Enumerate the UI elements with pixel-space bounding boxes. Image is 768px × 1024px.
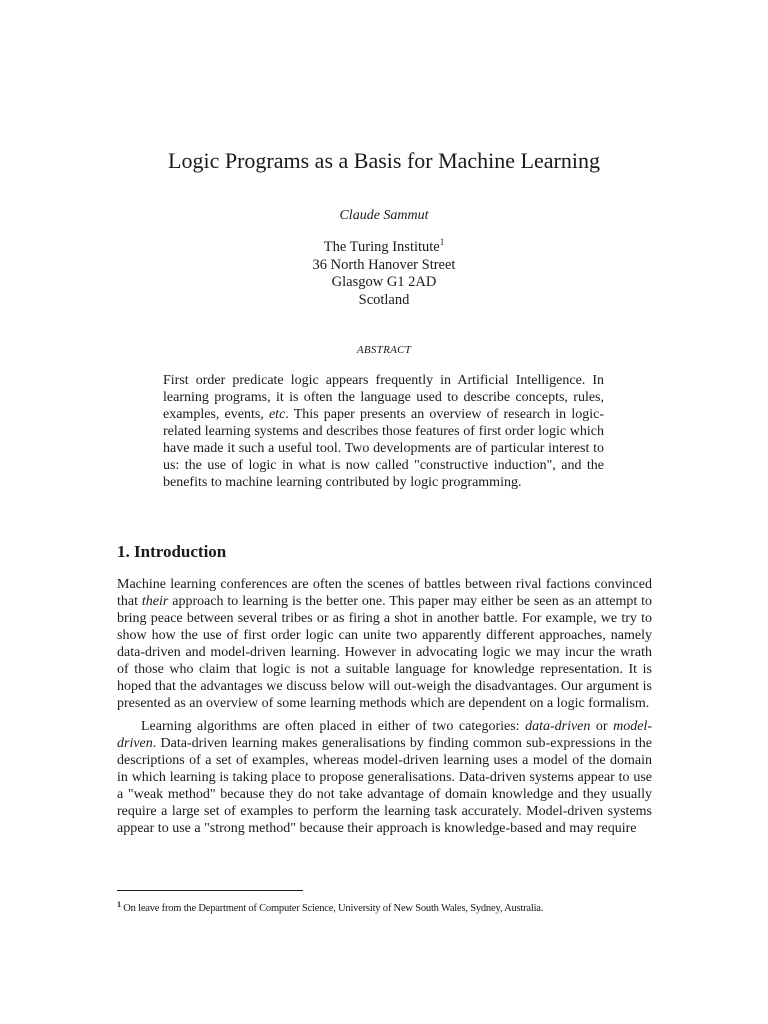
institute-name: The Turing Institute — [323, 239, 440, 255]
paragraph-1 — [117, 576, 652, 712]
footnote-divider — [117, 890, 303, 891]
p2-model-driven: model-driven — [117, 719, 653, 751]
p2-text-a: Learning algorithms are often placed in either of two categories: — [141, 719, 526, 734]
p2-text-b: or — [590, 719, 614, 734]
p2-text-c: . Data-driven learning makes generalisations by finding common sub-expressions in the descriptions of a set of examples, whereas model-driven learning uses a model of the domain in which learning is taking place to propose generalisations. Data-driven systems appear to use a "weak method" because they do not take advantage of domain knowledge and they usually require a large set of examples to perform the learning task accurately. Model-driven systems appear to use a "strong method" because their approach is knowledge-based and may require — [117, 736, 652, 836]
affiliation-institute — [0, 239, 768, 257]
p1-their: their — [141, 594, 169, 609]
footnote-text: On leave from the Department of Computer Science, University of New South Wales, Sydney, Australia. — [120, 903, 544, 914]
abstract-text — [163, 372, 604, 491]
affiliation-country: Scotland — [358, 291, 410, 308]
abstract-text-1: First order predicate logic appears frequently in Artificial Intelligence. In learning programs, it is often the language used to describe concepts, rules, examples, events, — [163, 373, 604, 422]
footnote-mark: 1 — [439, 237, 445, 247]
section-heading: 1. Introduction — [117, 542, 227, 561]
paper-title: Logic Programs as a Basis for Machine Learning — [168, 148, 600, 173]
paragraph-2 — [117, 718, 652, 837]
abstract-heading: ABSTRACT — [356, 344, 412, 356]
affiliation-city: Glasgow G1 2AD — [331, 274, 437, 290]
author-name: Claude Sammut — [339, 208, 429, 223]
p2-data-driven: data-driven — [525, 719, 591, 734]
footnote-number: 1 — [117, 900, 121, 909]
p1-text-b: approach to learning is the better one. This paper may either be seen as an attempt to bring peace between several tribes or as firing a shot in another battle. For example, we try to show how the use of first order logic can unite two apparently different approaches, namely data-driven and model-driven learning. However in advocating logic we may incur the wrath of those who claim that logic is not a suitable language for knowledge representation. It is hoped that the advantages we discuss below will out-weigh the disadvantages. Our argument is presented as an overview of some learning methods which are dependent on a logic formalism. — [117, 594, 652, 711]
affiliation-block — [0, 239, 768, 309]
abstract-etc: etc — [268, 407, 286, 422]
p1-text-a: Machine learning conferences are often the scenes of battles between rival factions convinced that — [117, 577, 652, 609]
section-body — [117, 576, 652, 837]
abstract-text-2: . This paper presents an overview of research in logic-related learning systems and describes those features of first order logic which have made it such a useful tool. Two developments are of particular interest to us: the use of logic in what is now called "constructive induction", and the benefits to machine learning contributed by logic programming. — [163, 407, 604, 490]
footnote — [117, 902, 677, 916]
affiliation-street: 36 North Hanover Street — [312, 256, 456, 273]
